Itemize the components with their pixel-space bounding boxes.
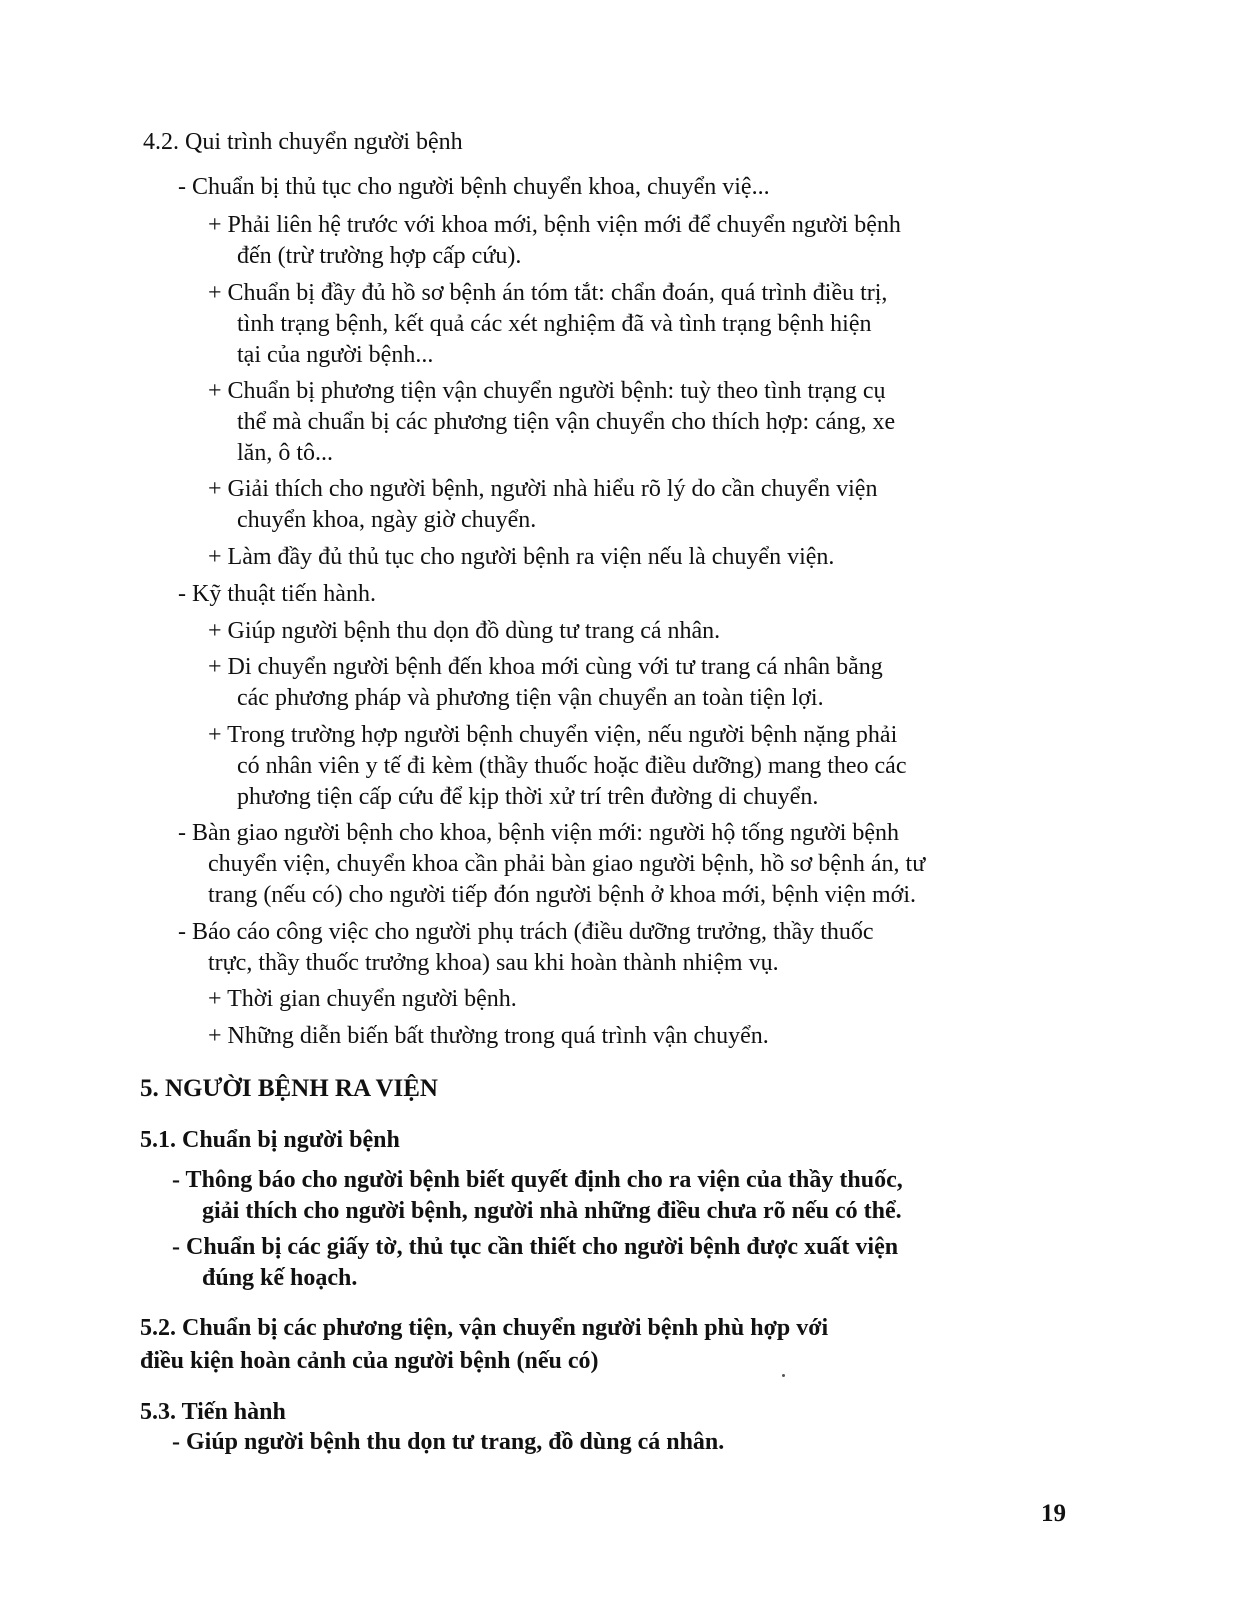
plus-item: + Trong trường hợp người bệnh chuyển viện, nếu người bệnh nặng phải [208, 722, 898, 748]
text-line: chuyển viện, chuyển khoa cần phải bàn giao người bệnh, hồ sơ bệnh án, tư [208, 851, 926, 877]
dash-item: - Bàn giao người bệnh cho khoa, bệnh viện mới: người hộ tống người bệnh [178, 820, 900, 846]
plus-item: + Thời gian chuyển người bệnh. [208, 986, 517, 1012]
section-heading: 4.2. Qui trình chuyển người bệnh [143, 129, 463, 155]
dash-item: - Kỹ thuật tiến hành. [178, 581, 376, 607]
text-line: các phương pháp và phương tiện vận chuyển an toàn tiện lợi. [237, 685, 824, 711]
text-line: lăn, ô tô... [237, 440, 333, 466]
subsection-heading: 5.2. Chuẩn bị các phương tiện, vận chuyển người bệnh phù hợp với [140, 1315, 829, 1341]
plus-item: + Chuẩn bị đầy đủ hồ sơ bệnh án tóm tắt: chẩn đoán, quá trình điều trị, [208, 280, 888, 306]
text-line: tại của người bệnh... [237, 342, 434, 368]
dash-item: - Báo cáo công việc cho người phụ trách (điều dưỡng trưởng, thầy thuốc [178, 919, 874, 945]
text-line: phương tiện cấp cứu để kịp thời xử trí trên đường di chuyển. [237, 784, 819, 810]
text-line: trực, thầy thuốc trưởng khoa) sau khi hoàn thành nhiệm vụ. [208, 950, 779, 976]
text-line: có nhân viên y tế đi kèm (thầy thuốc hoặc điều dưỡng) mang theo các [237, 753, 907, 779]
dash-item: - Chuẩn bị các giấy tờ, thủ tục cần thiết cho người bệnh được xuất viện [172, 1234, 899, 1260]
text-line: đến (trừ trường hợp cấp cứu). [237, 243, 522, 269]
plus-item: + Làm đầy đủ thủ tục cho người bệnh ra viện nếu là chuyển viện. [208, 544, 835, 570]
plus-item: + Phải liên hệ trước với khoa mới, bệnh viện mới để chuyển người bệnh [208, 212, 901, 238]
subsection-heading: 5.1. Chuẩn bị người bệnh [140, 1127, 400, 1153]
text-line: trang (nếu có) cho người tiếp đón người bệnh ở khoa mới, bệnh viện mới. [208, 882, 916, 908]
text-line: đúng kế hoạch. [202, 1265, 358, 1291]
page-number: 19 [1041, 1500, 1066, 1527]
dash-item: - Chuẩn bị thủ tục cho người bệnh chuyển khoa, chuyển việ... [178, 174, 770, 200]
subsection-heading-cont: điều kiện hoàn cảnh của người bệnh (nếu có) [140, 1348, 599, 1374]
plus-item: + Những diễn biến bất thường trong quá trình vận chuyển. [208, 1023, 769, 1049]
text-line: giải thích cho người bệnh, người nhà những điều chưa rõ nếu có thể. [202, 1198, 902, 1224]
plus-item: + Giải thích cho người bệnh, người nhà hiểu rõ lý do cần chuyển viện [208, 476, 878, 502]
subsection-heading: 5.3. Tiến hành [140, 1399, 286, 1425]
text-line: tình trạng bệnh, kết quả các xét nghiệm đã và tình trạng bệnh hiện [237, 311, 872, 337]
text-line: chuyển khoa, ngày giờ chuyển. [237, 507, 537, 533]
chapter-heading: 5. NGƯỜI BỆNH RA VIỆN [140, 1075, 438, 1102]
plus-item: + Chuẩn bị phương tiện vận chuyển người bệnh: tuỳ theo tình trạng cụ [208, 378, 886, 404]
scan-speck [782, 1374, 785, 1377]
plus-item: + Di chuyển người bệnh đến khoa mới cùng với tư trang cá nhân bằng [208, 654, 883, 680]
dash-item: - Thông báo cho người bệnh biết quyết định cho ra viện của thầy thuốc, [172, 1167, 903, 1193]
text-line: thể mà chuẩn bị các phương tiện vận chuyển cho thích hợp: cáng, xe [237, 409, 896, 435]
dash-item: - Giúp người bệnh thu dọn tư trang, đồ dùng cá nhân. [172, 1429, 725, 1455]
plus-item: + Giúp người bệnh thu dọn đồ dùng tư trang cá nhân. [208, 618, 721, 644]
